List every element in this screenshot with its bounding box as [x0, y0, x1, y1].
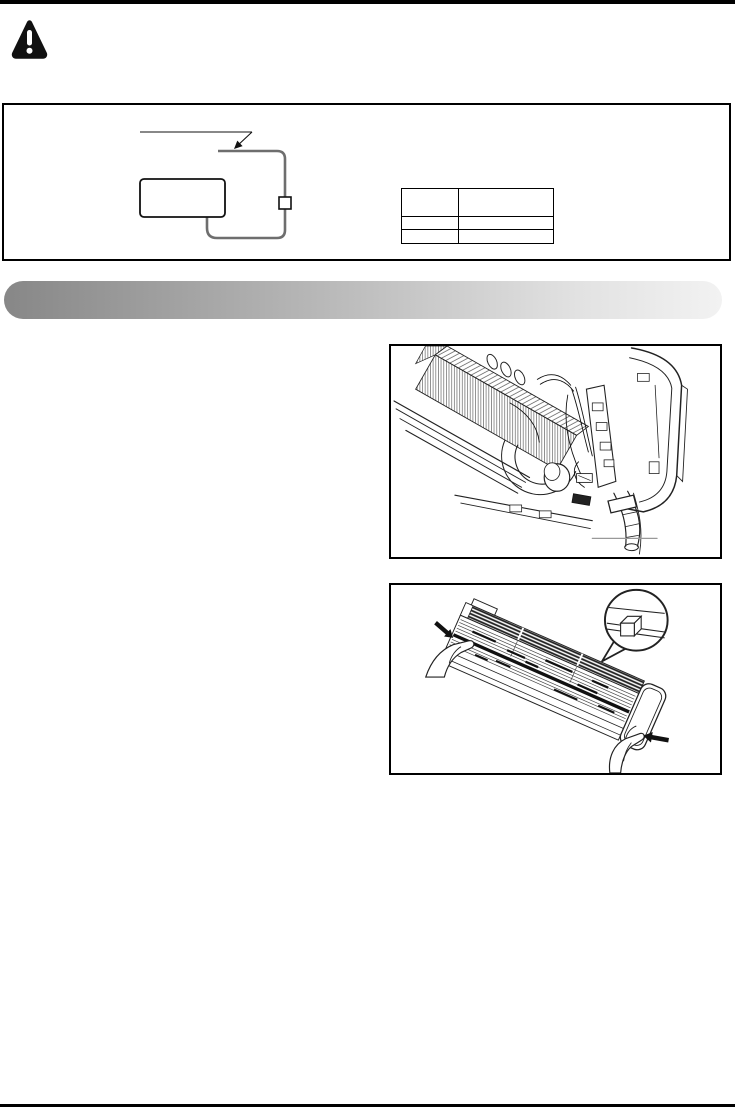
- remote-controller-box: [140, 179, 225, 217]
- section-header-bar: [4, 281, 722, 319]
- notice-box: [2, 103, 731, 261]
- pointer-line: [140, 132, 252, 149]
- pipe-elbow: [544, 463, 570, 491]
- figure-front-grille-removal: [389, 583, 722, 775]
- table-cell: [402, 217, 459, 230]
- table-cell: [459, 189, 554, 217]
- table-cell: [402, 230, 459, 244]
- bottom-tray: [455, 495, 592, 528]
- warning-triangle-icon: [10, 19, 49, 60]
- latch-callout: [602, 590, 668, 661]
- right-end-cap: [618, 348, 688, 512]
- table-cell: [459, 217, 554, 230]
- drain-hose: [608, 491, 641, 554]
- bottom-rule: [0, 1104, 735, 1107]
- remote-controller-diagram: [130, 118, 300, 250]
- arrow-down-right-icon: [434, 621, 453, 638]
- top-rule: [0, 0, 735, 4]
- table-cell: [459, 230, 554, 244]
- spec-table: [401, 188, 554, 244]
- control-board: [586, 385, 615, 487]
- terminal-connector: [572, 474, 592, 506]
- connector-square: [279, 197, 291, 209]
- table-cell: [402, 189, 459, 217]
- figure-indoor-unit-chassis: [389, 344, 722, 559]
